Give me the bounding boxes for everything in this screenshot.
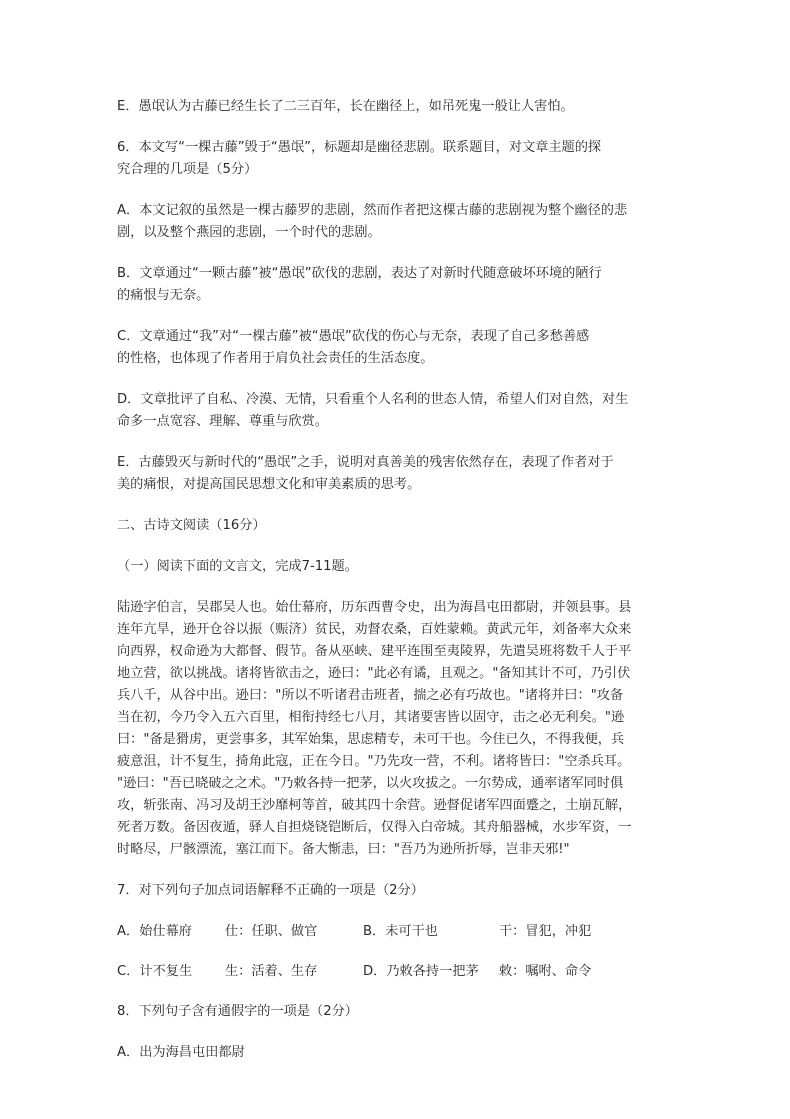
exam-page	[117, 96, 677, 1083]
q6-option-e-line-2: 美的痛恨，对提高国民思想文化和审美素质的思考。	[117, 477, 421, 492]
passage-line: 时略尽，尸骸漂流，塞江而下。备大惭恚，曰："吾乃为逊所折辱，岂非天邪!"	[117, 842, 570, 857]
q6-option-c-line-1: C．文章通过“我”对“一棵古藤”被“愚氓”砍伐的伤心与无奈，表现了自己多愁善感	[117, 329, 590, 344]
q6-option-e	[117, 452, 677, 496]
q6-option-d-line-2: 命多一点宽容、理解、尊重与欣赏。	[117, 414, 328, 429]
passage-line: 地立营，欲以挑战。诸将皆欲击之，逊曰："此必有谲，且观之。"备知其计不可，乃引伏	[117, 666, 631, 681]
q7-options-row-2	[117, 961, 677, 983]
passage-line: 连年亢旱，逊开仓谷以振（赈济）贫民，劝督农桑，百姓蒙赖。黄武元年，刘备率大众来	[117, 622, 632, 637]
q7-stem: 7．对下列句子加点词语解释不正确的一项是（2分）	[117, 883, 424, 898]
classical-passage	[117, 597, 677, 861]
q6-stem-line-1: 6．本文写“一棵古藤”毁于“愚氓”，标题却是幽径悲剧。联系题目，对文章主题的探	[117, 140, 602, 155]
q7-option-d-gloss: 敕：嘱咐、命令	[499, 964, 592, 979]
q6-option-a-line-2: 剧，以及整个燕园的悲剧，一个时代的悲剧。	[117, 225, 381, 240]
q5-option-e: E．愚氓认为古藤已经生长了二三百年，长在幽径上，如吊死鬼一般让人害怕。	[117, 99, 574, 114]
q6-option-d-line-1: D．文章批评了自私、冷漠、无情，只看重个人名利的世态人情，希望人们对自然，对生	[117, 392, 629, 407]
q7-option-d-sentence: D．乃敕各持一把茅	[363, 964, 479, 979]
passage-line: 向西界，权命逊为大都督、假节。备从巫峡、建平连围至夷陵界，先遣吴班将数千人于平	[117, 644, 632, 659]
q6-option-a	[117, 200, 677, 244]
q8-stem: 8．下列句子含有通假字的一项是（2分）	[117, 1004, 358, 1019]
q6-option-b-line-2: 的痛恨与无奈。	[117, 288, 210, 303]
q8-option-a: A．出为海昌屯田都尉	[117, 1045, 245, 1060]
q7-options-row-1	[117, 921, 677, 943]
q7-option-b-sentence: B．未可干也	[363, 924, 438, 939]
passage-line: 曰："备是猾虏，更尝事多，其军始集，思虑精专，未可干也。今住已久，不得我便，兵	[117, 732, 625, 747]
q6-option-c	[117, 326, 677, 370]
subsection-heading: （一）阅读下面的文言文，完成7-11题。	[117, 559, 358, 574]
q6-option-c-line-2: 的性格，也体现了作者用于肩负社会责任的生活态度。	[117, 351, 434, 366]
passage-line: 兵八千，从谷中出。逊曰："所以不听诸君击班者，揣之必有巧故也。"诸将并曰："攻备	[117, 688, 624, 703]
q6-option-b	[117, 263, 677, 307]
q6-option-e-line-1: E．古藤毁灭与新时代的“愚氓”之手，说明对真善美的残害依然存在，表现了作者对于	[117, 455, 614, 470]
q6-stem	[117, 137, 677, 181]
section-heading: 二、古诗文阅读（16分）	[117, 518, 266, 533]
passage-line: 疲意沮，计不复生，掎角此寇，正在今日。"乃先攻一营，不利。诸将皆曰："空杀兵耳。	[117, 754, 631, 769]
q7-option-c-sentence: C．计不复生	[117, 964, 193, 979]
q7-option-a-gloss: 仕：任职、做官	[225, 924, 318, 939]
q7-option-a-sentence: A．始仕幕府	[117, 924, 192, 939]
passage-line: "逊曰："吾已晓破之之术。"乃敕各持一把茅，以火攻拔之。一尔势成，通率诸军同时俱	[117, 776, 624, 791]
q7-option-b-gloss: 干：冒犯，冲犯	[499, 924, 592, 939]
passage-line: 攻，斩张南、冯习及胡王沙靡柯等首，破其四十余营。逊督促诸军四面蹙之，土崩瓦解，	[117, 798, 632, 813]
q6-option-a-line-1: A．本文记叙的虽然是一棵古藤罗的悲剧，然而作者把这棵古藤的悲剧视为整个幽径的悲	[117, 203, 628, 218]
q7-option-c-gloss: 生：活着、生存	[225, 964, 318, 979]
passage-line: 陆逊字伯言，吴郡吴人也。始仕幕府，历东西曹令史，出为海昌屯田都尉，并领县事。县	[117, 600, 632, 615]
passage-line: 当在初，今乃令入五六百里，相衔持经七八月，其诸要害皆以固守，击之必无利矣。"逊	[117, 710, 625, 725]
passage-line: 死者万数。备因夜遁，驿人自担烧铙铠断后，仅得入白帝城。其舟船器械，水步军资，一	[117, 820, 632, 835]
q6-option-d	[117, 389, 677, 433]
q6-stem-line-2: 究合理的几项是（5分）	[117, 162, 258, 177]
q6-option-b-line-1: B．文章通过“一颗古藤”被“愚氓”砍伐的悲剧，表达了对新时代随意破坏环境的陋行	[117, 266, 602, 281]
